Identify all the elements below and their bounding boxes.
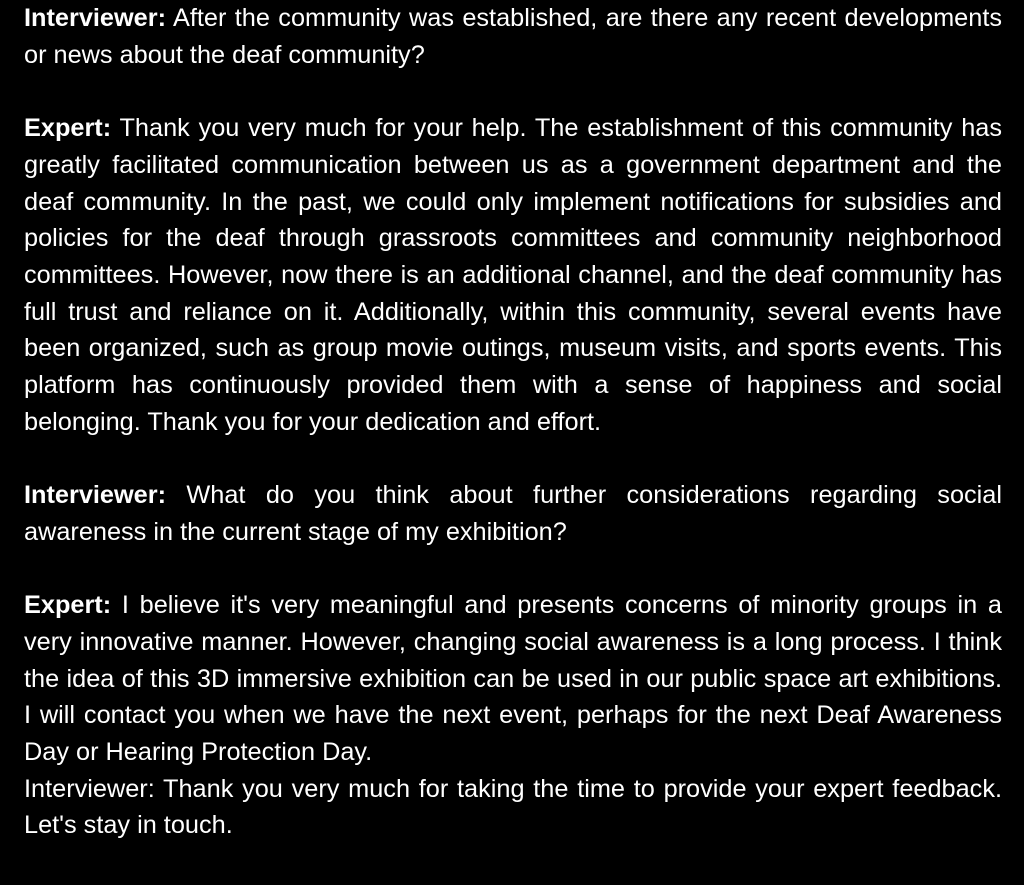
paragraph-text: I believe it's very meaningful and presents concerns of minority groups in a very innovative manner. However, changing social awareness is a long process. I think the idea of this 3D immersive exhibition can be used in our public space art exhibitions. I will contact you when we have the next event, perhaps for the next Deaf Awareness Day or Hearing Protection Day. <box>24 591 1002 767</box>
speaker-label: Expert: <box>24 591 112 620</box>
paragraph-text: Thank you very much for your help. The establishment of this community has greatly facilitated communication between us as a government department and the deaf community. In the past, we could only implement notifications for subsidies and policies for the deaf through grassroots committees and community neighborhood committees. However, now there is an additional channel, and the deaf community has full trust and reliance on it. Additionally, within this community, several events have been organized, such as group movie outings, museum visits, and sports events. This platform has continuously provided them with a sense of happiness and social belonging. Thank you for your dedication and effort. <box>24 114 1002 436</box>
interview-transcript <box>24 0 1002 844</box>
paragraph-spacer <box>24 551 1002 588</box>
speaker-label: Interviewer: <box>24 481 166 510</box>
speaker-label: Interviewer: <box>24 4 166 32</box>
speaker-label: Expert: <box>24 114 112 143</box>
paragraph-text: What do you think about further considerations regarding social awareness in the current stage of my exhibition? <box>24 481 1002 546</box>
paragraph-interviewer-question-2 <box>24 477 1002 550</box>
paragraph-expert-answer-1 <box>24 110 1002 440</box>
paragraph-spacer <box>24 73 1002 110</box>
paragraph-spacer <box>24 440 1002 477</box>
paragraph-closing-remark: Interviewer: Thank you very much for taking the time to provide your expert feedback. Let's stay in touch. <box>24 774 1002 840</box>
paragraph-interviewer-question-1 <box>24 0 1002 73</box>
paragraph-text: After the community was established, are there any recent developments or news about the deaf community? <box>24 4 1002 69</box>
paragraph-expert-answer-2 <box>24 587 1002 771</box>
